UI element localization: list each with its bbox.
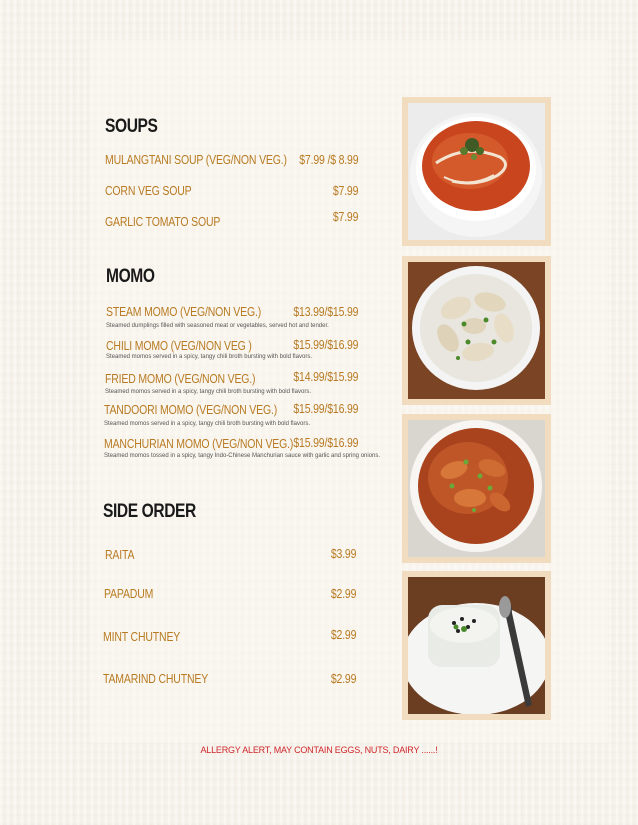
momo-item-description: Steamed momos served in a spicy, tangy chili broth bursting with bold flavors. xyxy=(106,354,312,360)
side-item-name: TAMARIND CHUTNEY xyxy=(103,672,209,686)
momo-item-description: Steamed momos served in a spicy, tangy chili broth bursting with bold flavors. xyxy=(104,421,310,427)
momo-item-name: TANDOORI MOMO (VEG/NON VEG.) xyxy=(104,403,278,417)
side-item-name: MINT CHUTNEY xyxy=(103,630,181,644)
side-item-name: RAITA xyxy=(105,548,135,562)
momo-item-price: $15.99/$16.99 xyxy=(293,436,358,450)
chili-momo-image xyxy=(408,420,545,557)
momo-item-description: Steamed momos tossed in a spicy, tangy Indo-Chinese Manchurian sauce with garlic and spring onions. xyxy=(104,453,381,459)
soup-item-price: $7.99 xyxy=(332,184,358,198)
soup-item-price: $7.99 /$ 8.99 xyxy=(298,153,358,167)
soup-item-name: CORN VEG SOUP xyxy=(105,184,192,198)
momo-item-price: $14.99/$15.99 xyxy=(293,370,358,384)
momo-item-price: $15.99/$16.99 xyxy=(293,338,358,352)
allergy-alert: ALLERGY ALERT, MAY CONTAIN EGGS, NUTS, DAIRY ......! xyxy=(200,745,438,755)
soup-item-price: $7.99 xyxy=(332,210,358,224)
side-item-name: PAPADUM xyxy=(104,587,154,601)
momo-item-description: Steamed dumplings filled with seasoned meat or vegetables, served hot and tender. xyxy=(106,323,329,329)
side-item-price: $3.99 xyxy=(330,547,356,561)
tomato-soup-image xyxy=(408,103,545,240)
momo-item-name: CHILI MOMO (VEG/NON VEG ) xyxy=(106,339,252,353)
momo-item-name: STEAM MOMO (VEG/NON VEG.) xyxy=(106,305,262,319)
steamed-momo-image xyxy=(408,262,545,399)
momo-item-price: $13.99/$15.99 xyxy=(293,305,358,319)
momo-item-name: FRIED MOMO (VEG/NON VEG.) xyxy=(105,372,256,386)
steamed-momo-photo xyxy=(402,256,551,405)
momo-heading: MOMO xyxy=(106,266,155,287)
momo-item-price: $15.99/$16.99 xyxy=(293,402,358,416)
soup-item-name: MULANGTANI SOUP (VEG/NON VEG.) xyxy=(105,153,287,167)
tomato-soup-photo xyxy=(402,97,551,246)
momo-item-description: Steamed momos served in a spicy, tangy chili broth bursting with bold flavors. xyxy=(105,389,311,395)
side-order-heading: SIDE ORDER xyxy=(103,501,196,522)
side-item-price: $2.99 xyxy=(330,587,356,601)
side-item-price: $2.99 xyxy=(330,672,356,686)
side-item-price: $2.99 xyxy=(330,628,356,642)
soup-item-name: GARLIC TOMATO SOUP xyxy=(105,215,221,229)
chili-momo-photo xyxy=(402,414,551,563)
raita-image xyxy=(408,577,545,714)
soups-heading: SOUPS xyxy=(105,116,158,137)
raita-photo xyxy=(402,571,551,720)
momo-item-name: MANCHURIAN MOMO (VEG/NON VEG.) xyxy=(104,437,294,451)
